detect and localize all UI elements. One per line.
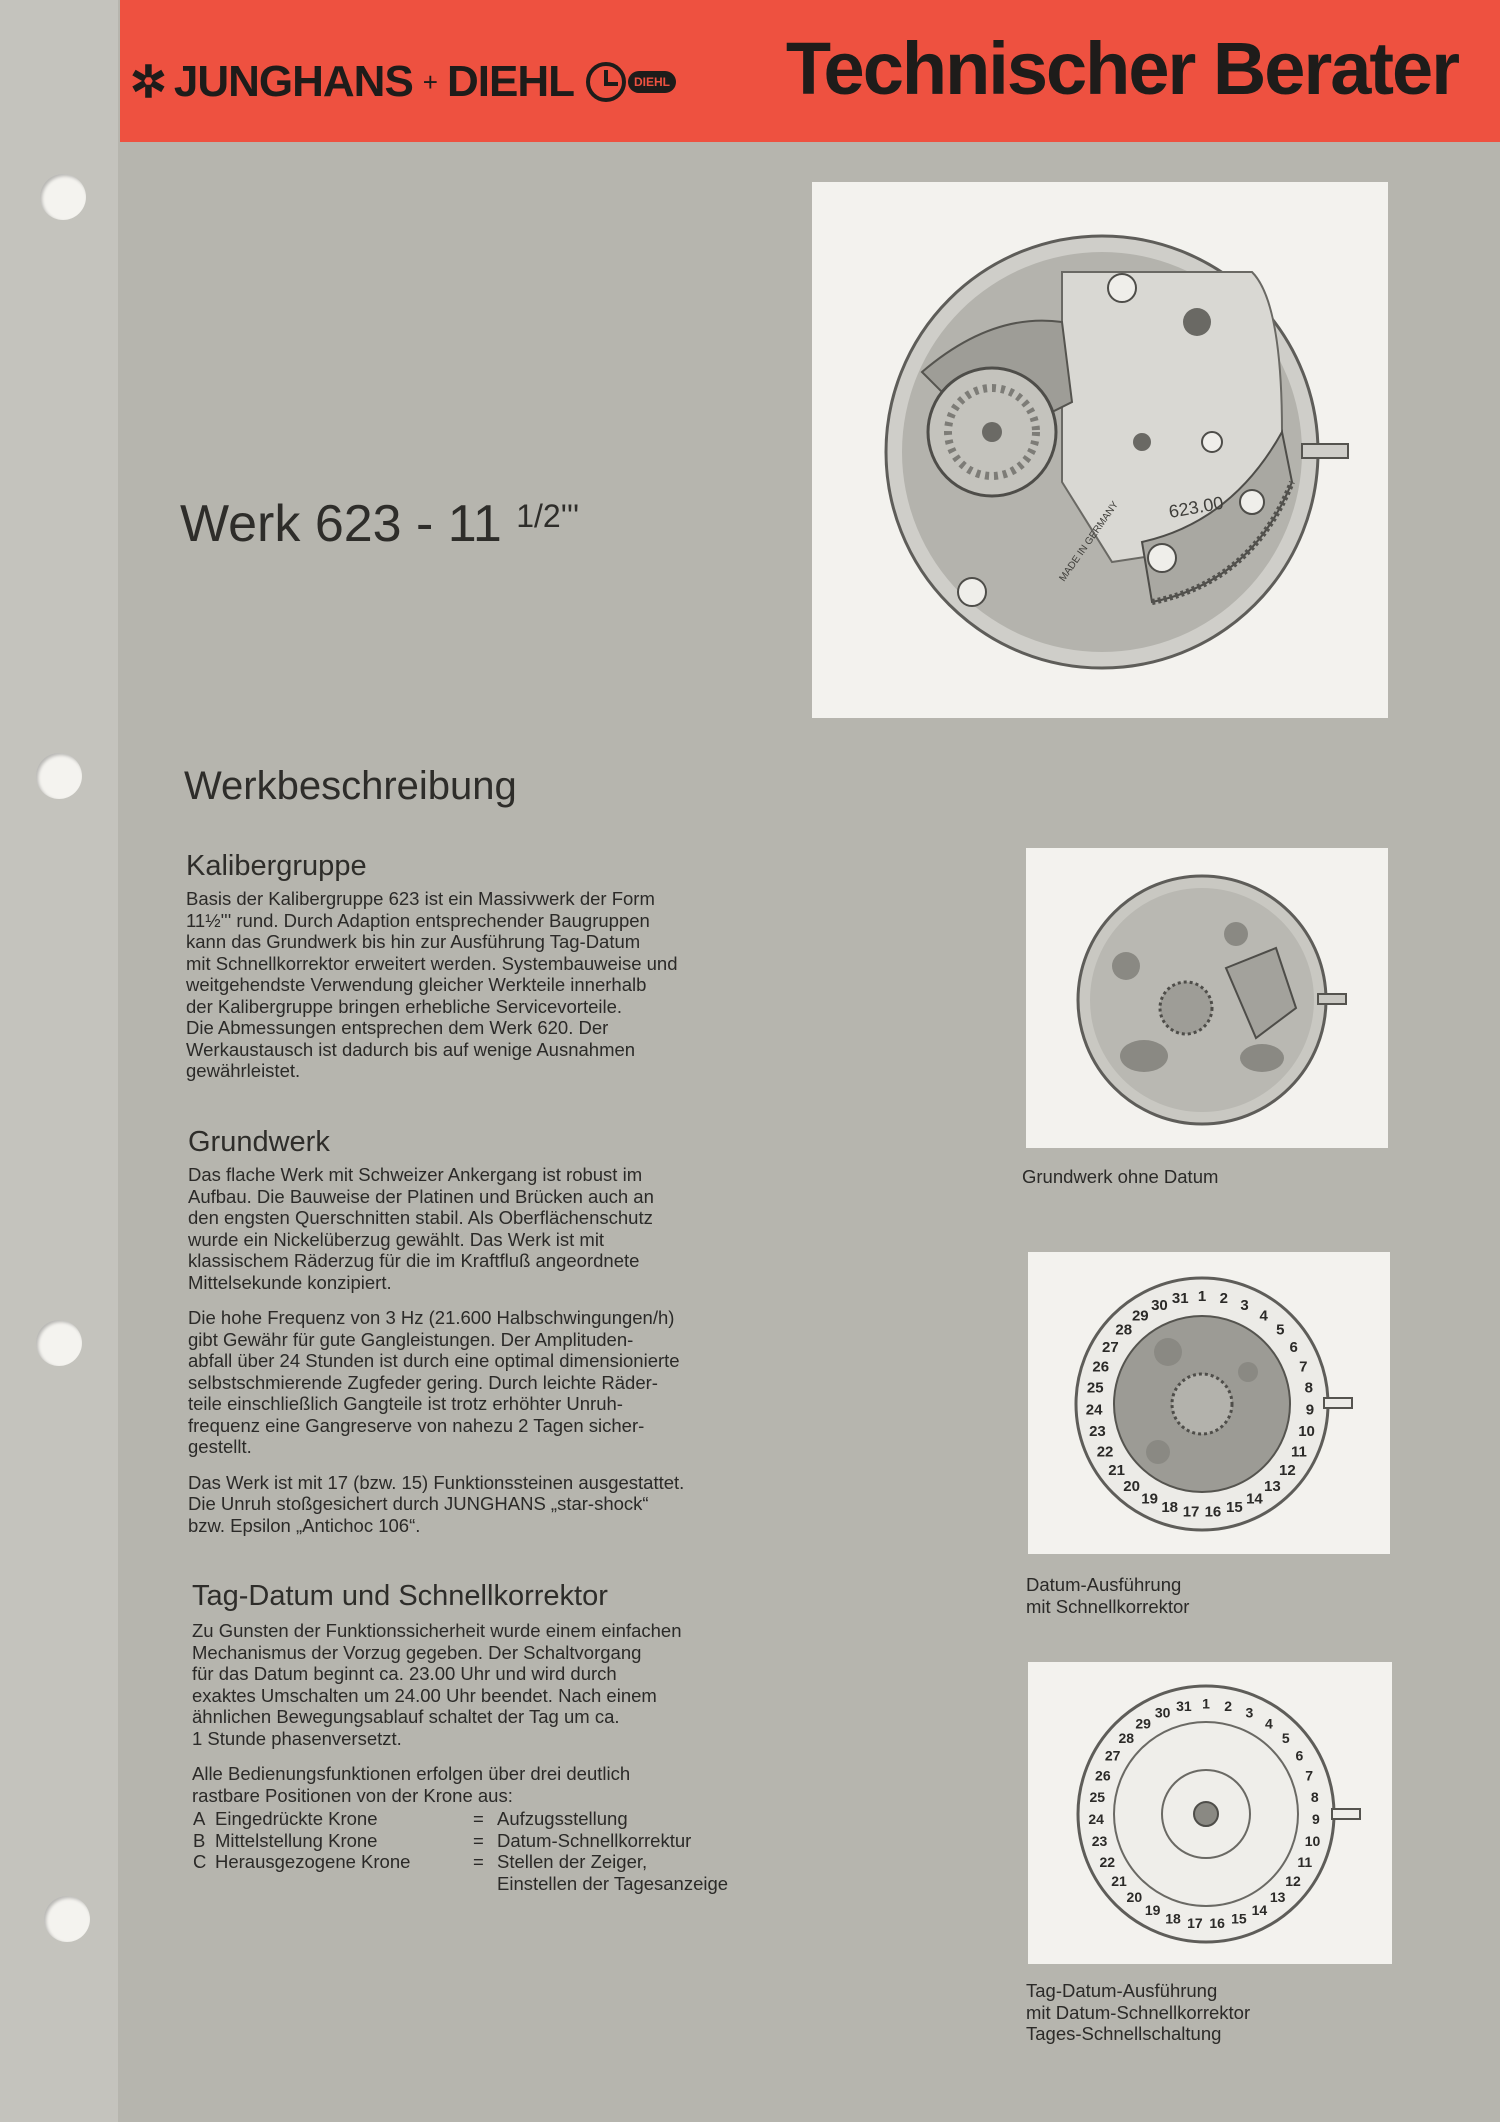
caption-line: Tages-Schnellschaltung <box>1026 2023 1222 2044</box>
crown-desc <box>215 1873 473 1895</box>
dial-numeral: 24 <box>1088 1811 1104 1828</box>
grundwerk-text <box>188 1164 778 1550</box>
caption-grundwerk <box>1022 1166 1218 1188</box>
text-line: der Kalibergruppe bringen erhebliche Servicevorteile. <box>186 995 623 1017</box>
dial-numeral: 2 <box>1219 1290 1228 1308</box>
dial-numeral: 6 <box>1295 1747 1304 1764</box>
dial-numeral: 13 <box>1264 1477 1281 1495</box>
dial-numeral: 7 <box>1299 1358 1308 1376</box>
werk-title <box>180 494 579 554</box>
dial-numeral: 30 <box>1154 1704 1171 1721</box>
crown-func: Datum-Schnellkorrektur <box>497 1829 692 1851</box>
dial-numeral: 16 <box>1204 1503 1222 1521</box>
text-line: weitgehendste Verwendung gleicher Werkteile innerhalb <box>186 974 647 995</box>
punch-hole <box>36 1320 82 1366</box>
movement-photo-datum <box>1028 1252 1390 1554</box>
dial-numeral: 23 <box>1089 1423 1106 1441</box>
dial-numeral: 19 <box>1141 1490 1158 1508</box>
brand-plus: + <box>422 66 437 97</box>
kalibergruppe-heading: Kalibergruppe <box>186 850 367 882</box>
text-line: exaktes Umschalten um 24.00 Uhr beendet. Nach einem <box>192 1684 657 1706</box>
caption-tagdatum <box>1026 1980 1250 2045</box>
punch-hole <box>36 753 82 799</box>
caption-line: mit Schnellkorrektor <box>1026 1595 1190 1617</box>
crown-eq <box>473 1873 497 1895</box>
caption-line: Tag-Datum-Ausführung <box>1026 1980 1218 2001</box>
werk-title-main: Werk 623 - 11 <box>180 495 517 553</box>
star-icon: ✲ <box>130 57 166 107</box>
dial-numeral: 17 <box>1187 1915 1203 1932</box>
caption-line: mit Datum-Schnellkorrektor <box>1026 2001 1251 2023</box>
text-line: Die hohe Frequenz von 3 Hz (21.600 Halbschwingungen/h) <box>188 1307 675 1328</box>
dial-numeral: 17 <box>1182 1503 1200 1521</box>
text-line: mit Schnellkorrektor erweitert werden. Systembauweise und <box>186 952 678 974</box>
text-line: Die Unruh stoßgesichert durch JUNGHANS „star-shock“ <box>188 1493 649 1514</box>
text-line: Werkaustausch ist dadurch bis auf wenige Ausnahmen <box>186 1038 636 1060</box>
movement-engraving: 623.00 <box>1167 492 1225 522</box>
dial-numeral: 18 <box>1165 1910 1181 1927</box>
dial-numeral: 15 <box>1225 1499 1243 1517</box>
crown-desc: Herausgezogene Krone <box>215 1851 411 1872</box>
text-line: Zu Gunsten der Funktionssicherheit wurde einem einfachen <box>192 1620 682 1641</box>
dial-numeral: 13 <box>1269 1889 1286 1906</box>
movement-photo-tagdatum <box>1028 1662 1392 1964</box>
crown-desc: Eingedrückte Krone <box>215 1808 378 1829</box>
dial-numeral: 15 <box>1231 1910 1247 1927</box>
dial-numeral: 5 <box>1281 1729 1290 1746</box>
text-line: 11½''' rund. Durch Adaption entsprechender Baugruppen <box>186 909 650 931</box>
text-line: kann das Grundwerk bis hin zur Ausführung Tag-Datum <box>186 931 641 952</box>
dial-numeral: 16 <box>1209 1915 1225 1932</box>
text-line: für das Datum beginnt ca. 23.00 Uhr und wird durch <box>192 1663 617 1684</box>
crown-key: A <box>193 1808 206 1829</box>
crown-position-row <box>193 1873 728 1895</box>
brand-name-junghans: JUNGHANS <box>173 57 413 106</box>
dial-numeral: 4 <box>1259 1307 1268 1325</box>
dial-numeral: 31 <box>1176 1697 1192 1714</box>
movement-illustration <box>812 182 1388 718</box>
dial-numeral: 9 <box>1305 1401 1315 1419</box>
crown-eq: = <box>473 1808 484 1829</box>
text-line: selbstschmierende Zugfeder gering. Durch leichte Räder- <box>188 1371 658 1393</box>
dial-numeral: 23 <box>1091 1833 1108 1850</box>
dial-numeral: 22 <box>1096 1443 1114 1461</box>
dial-numeral: 21 <box>1108 1462 1125 1480</box>
dial-numeral: 25 <box>1086 1379 1104 1397</box>
text-line: Mechanismus der Vorzug gegeben. Der Schaltvorgang <box>192 1641 642 1663</box>
crown-positions-table <box>193 1808 728 1894</box>
tagdatum-illustration <box>1028 1662 1392 1964</box>
crown-eq: = <box>473 1829 484 1851</box>
punch-hole <box>44 1896 90 1942</box>
dial-numeral: 8 <box>1304 1379 1313 1397</box>
crown-key: C <box>193 1851 207 1872</box>
kalibergruppe-text <box>186 888 776 1096</box>
crown-key <box>193 1873 215 1895</box>
grundwerk-illustration <box>1026 848 1388 1148</box>
dial-numeral: 20 <box>1123 1477 1140 1495</box>
dial-numeral: 11 <box>1291 1443 1307 1461</box>
text-line: gibt Gewähr für gute Gangleistungen. Der Amplituden- <box>188 1328 634 1350</box>
dial-numeral: 1 <box>1202 1695 1210 1712</box>
brand-logo <box>130 52 676 112</box>
dial-numeral: 12 <box>1279 1462 1296 1480</box>
dial-numeral: 8 <box>1310 1789 1319 1806</box>
dial-numeral: 12 <box>1285 1872 1301 1889</box>
dial-numeral: 26 <box>1092 1358 1110 1376</box>
text-line: den engsten Querschnitten stabil. Als Oberflächenschutz <box>188 1207 653 1228</box>
crown-position-row <box>193 1851 728 1873</box>
dial-numeral: 26 <box>1095 1767 1111 1784</box>
dial-numeral: 5 <box>1276 1321 1285 1339</box>
caption-line: Datum-Ausführung <box>1026 1574 1182 1595</box>
movement-photo-main <box>812 182 1388 718</box>
dial-numeral: 27 <box>1104 1747 1121 1764</box>
dial-numeral: 6 <box>1289 1338 1298 1356</box>
caption-datum <box>1026 1574 1189 1617</box>
dial-numeral: 24 <box>1085 1401 1103 1419</box>
binder-margin <box>0 0 120 2122</box>
dial-numeral: 18 <box>1161 1499 1179 1517</box>
text-line: klassischem Räderzug für die im Kraftfluß angeordnete <box>188 1250 640 1271</box>
dial-numeral: 11 <box>1297 1854 1313 1871</box>
dial-numeral: 14 <box>1251 1901 1268 1918</box>
dial-numeral: 31 <box>1171 1290 1189 1308</box>
crown-position-row <box>193 1808 728 1830</box>
text-line: Das Werk ist mit 17 (bzw. 15) Funktionssteinen ausgestattet. <box>188 1471 685 1493</box>
dial-numeral: 29 <box>1135 1715 1151 1732</box>
dial-numeral: 3 <box>1240 1296 1249 1314</box>
text-line: abfall über 24 Stunden ist durch eine optimal dimensionierte <box>188 1350 680 1371</box>
section-heading: Werkbeschreibung <box>184 764 517 808</box>
text-line: Das flache Werk mit Schweizer Ankergang ist robust im <box>188 1164 643 1185</box>
dial-numeral: 29 <box>1131 1307 1149 1325</box>
text-line: Basis der Kalibergruppe 623 ist ein Massivwerk der Form <box>186 888 655 909</box>
text-line: Alle Bedienungsfunktionen erfolgen über drei deutlich <box>192 1763 631 1784</box>
dial-numeral: 10 <box>1304 1833 1321 1850</box>
crown-key: B <box>193 1829 206 1851</box>
text-line: frequenz eine Gangreserve von nahezu 2 Tagen sicher- <box>188 1414 645 1436</box>
text-line: teile einschließlich Gangteile ist trotz erhöhter Unruh- <box>188 1393 623 1414</box>
dial-numeral: 2 <box>1224 1697 1233 1714</box>
movement-photo-grundwerk <box>1026 848 1388 1148</box>
text-line: 1 Stunde phasenversetzt. <box>192 1727 402 1749</box>
text-line: gewährleistet. <box>186 1060 301 1081</box>
dial-numeral: 19 <box>1144 1901 1161 1918</box>
dial-numeral: 28 <box>1118 1729 1135 1746</box>
text-line: bzw. Epsilon „Antichoc 106“. <box>188 1514 421 1536</box>
crown-eq: = <box>473 1851 484 1872</box>
text-line: wurde ein Nickelüberzug gewählt. Das Werk ist mit <box>188 1228 605 1250</box>
dial-numeral: 14 <box>1246 1490 1263 1508</box>
caption-line: Grundwerk ohne Datum <box>1022 1166 1219 1187</box>
text-line: Mittelsekunde konzipiert. <box>188 1271 392 1293</box>
dial-numeral: 28 <box>1115 1321 1133 1339</box>
dial-numeral: 25 <box>1089 1789 1106 1806</box>
tagdatum-heading: Tag-Datum und Schnellkorrektor <box>192 1580 608 1612</box>
text-line: gestellt. <box>188 1436 252 1457</box>
dial-numeral: 10 <box>1298 1423 1315 1441</box>
dial-numeral: 27 <box>1102 1338 1119 1356</box>
crown-func: Einstellen der Tagesanzeige <box>497 1872 729 1894</box>
punch-hole <box>40 174 86 220</box>
dial-numeral: 7 <box>1305 1767 1314 1784</box>
crown-func: Aufzugsstellung <box>497 1808 628 1829</box>
tagdatum-text <box>192 1620 782 1820</box>
brand-name-diehl: DIEHL <box>446 57 574 106</box>
werk-title-fraction: 1/2''' <box>516 498 580 534</box>
made-in-engraving: MADE IN GERMANY <box>1057 499 1121 584</box>
crown-desc: Mittelstellung Krone <box>215 1829 378 1851</box>
text-line: ähnlichen Bewegungsablauf schaltet der Tag um ca. <box>192 1706 620 1727</box>
dial-numeral: 1 <box>1197 1288 1207 1305</box>
grundwerk-heading: Grundwerk <box>188 1126 330 1158</box>
dial-numeral: 21 <box>1111 1872 1127 1889</box>
crown-func: Stellen der Zeiger, <box>497 1851 648 1872</box>
brand-badge: DIEHL <box>628 71 676 93</box>
datum-illustration <box>1028 1252 1390 1554</box>
text-line: rastbare Positionen von der Krone aus: <box>192 1784 513 1806</box>
crown-position-row <box>193 1830 728 1852</box>
document-title: Technischer Berater <box>785 27 1458 110</box>
dial-numeral: 30 <box>1151 1296 1168 1314</box>
dial-numeral: 4 <box>1264 1715 1273 1732</box>
dial-numeral: 9 <box>1311 1811 1320 1828</box>
clock-icon <box>586 62 626 102</box>
text-line: Aufbau. Die Bauweise der Platinen und Brücken auch an <box>188 1185 654 1207</box>
dial-numeral: 22 <box>1099 1854 1116 1871</box>
dial-numeral: 3 <box>1245 1704 1254 1721</box>
dial-numeral: 20 <box>1126 1889 1143 1906</box>
text-line: Die Abmessungen entsprechen dem Werk 620. Der <box>186 1017 609 1038</box>
